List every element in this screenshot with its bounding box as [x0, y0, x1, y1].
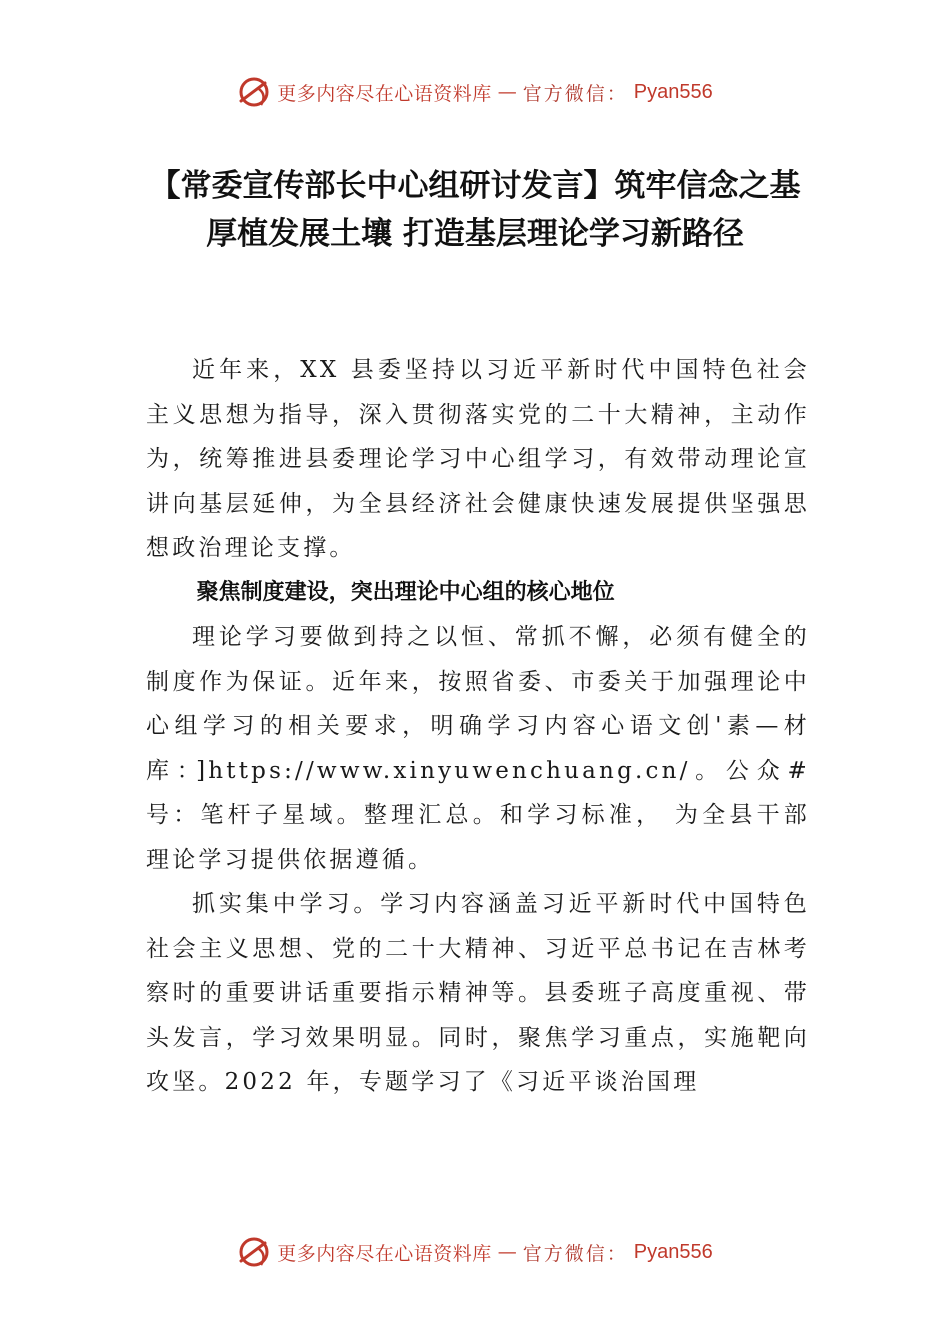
banner-wechat-id: Pyan556 — [633, 1240, 713, 1263]
paragraph-system: 理论学习要做到持之以恒、常抓不懈，必须有健全的制度作为保证。近年来，按照省委、市委关于加强理论中心组学习的相关要求，明确学习内容心语文创'素—材库：]https://www.xinyuwenchuang.cn/。公众#号：笔杆子星域。整理汇总。和学习标准， 为全县干部理论学习提供依据遵循。 — [146, 624, 810, 873]
banner-label: 官方微信： — [522, 1242, 628, 1265]
banner-text: 更多内容尽在心语资料库 — [277, 82, 492, 105]
paragraph-study: 抓实集中学习。学习内容涵盖习近平新时代中国特色社会主义思想、党的二十大精神、习近平总书记在吉林考察时的重要讲话重要指示精神等。县委班子高度重视、带头发言，学习效果明显。同时，聚焦学习重点，实施靶向攻坚。2022 年，专题学习了《习近平谈治国理 — [146, 891, 810, 1095]
page-title: 【常委宣传部长中心组研讨发言】筑牢信念之基 厚植发展土壤 打造基层理论学习新路径 — [149, 168, 801, 252]
section-heading: 聚焦制度建设，突出理论中心组的核心地位 — [196, 579, 615, 605]
banner-separator: — — [497, 81, 517, 103]
banner-wechat-id: Pyan556 — [633, 80, 713, 103]
paragraph-intro: 近年来，XX 县委坚持以习近平新时代中国特色社会主义思想为指导，深入贯彻落实党的二十大精神，主动作为，统筹推进县委理论学习中心组学习，有效带动理论宣讲向基层延伸，为全县经济社会健康快速发展提供坚强思想政治理论支撑。 — [146, 357, 810, 561]
brush-logo-icon — [237, 75, 271, 109]
banner-separator: — — [497, 1241, 517, 1263]
brush-logo-icon — [237, 1235, 271, 1269]
banner-text: 更多内容尽在心语资料库 — [277, 1242, 492, 1265]
document-body — [146, 348, 810, 1105]
header-banner — [0, 72, 950, 112]
banner-label: 官方微信： — [522, 82, 628, 105]
footer-banner — [0, 1232, 950, 1272]
